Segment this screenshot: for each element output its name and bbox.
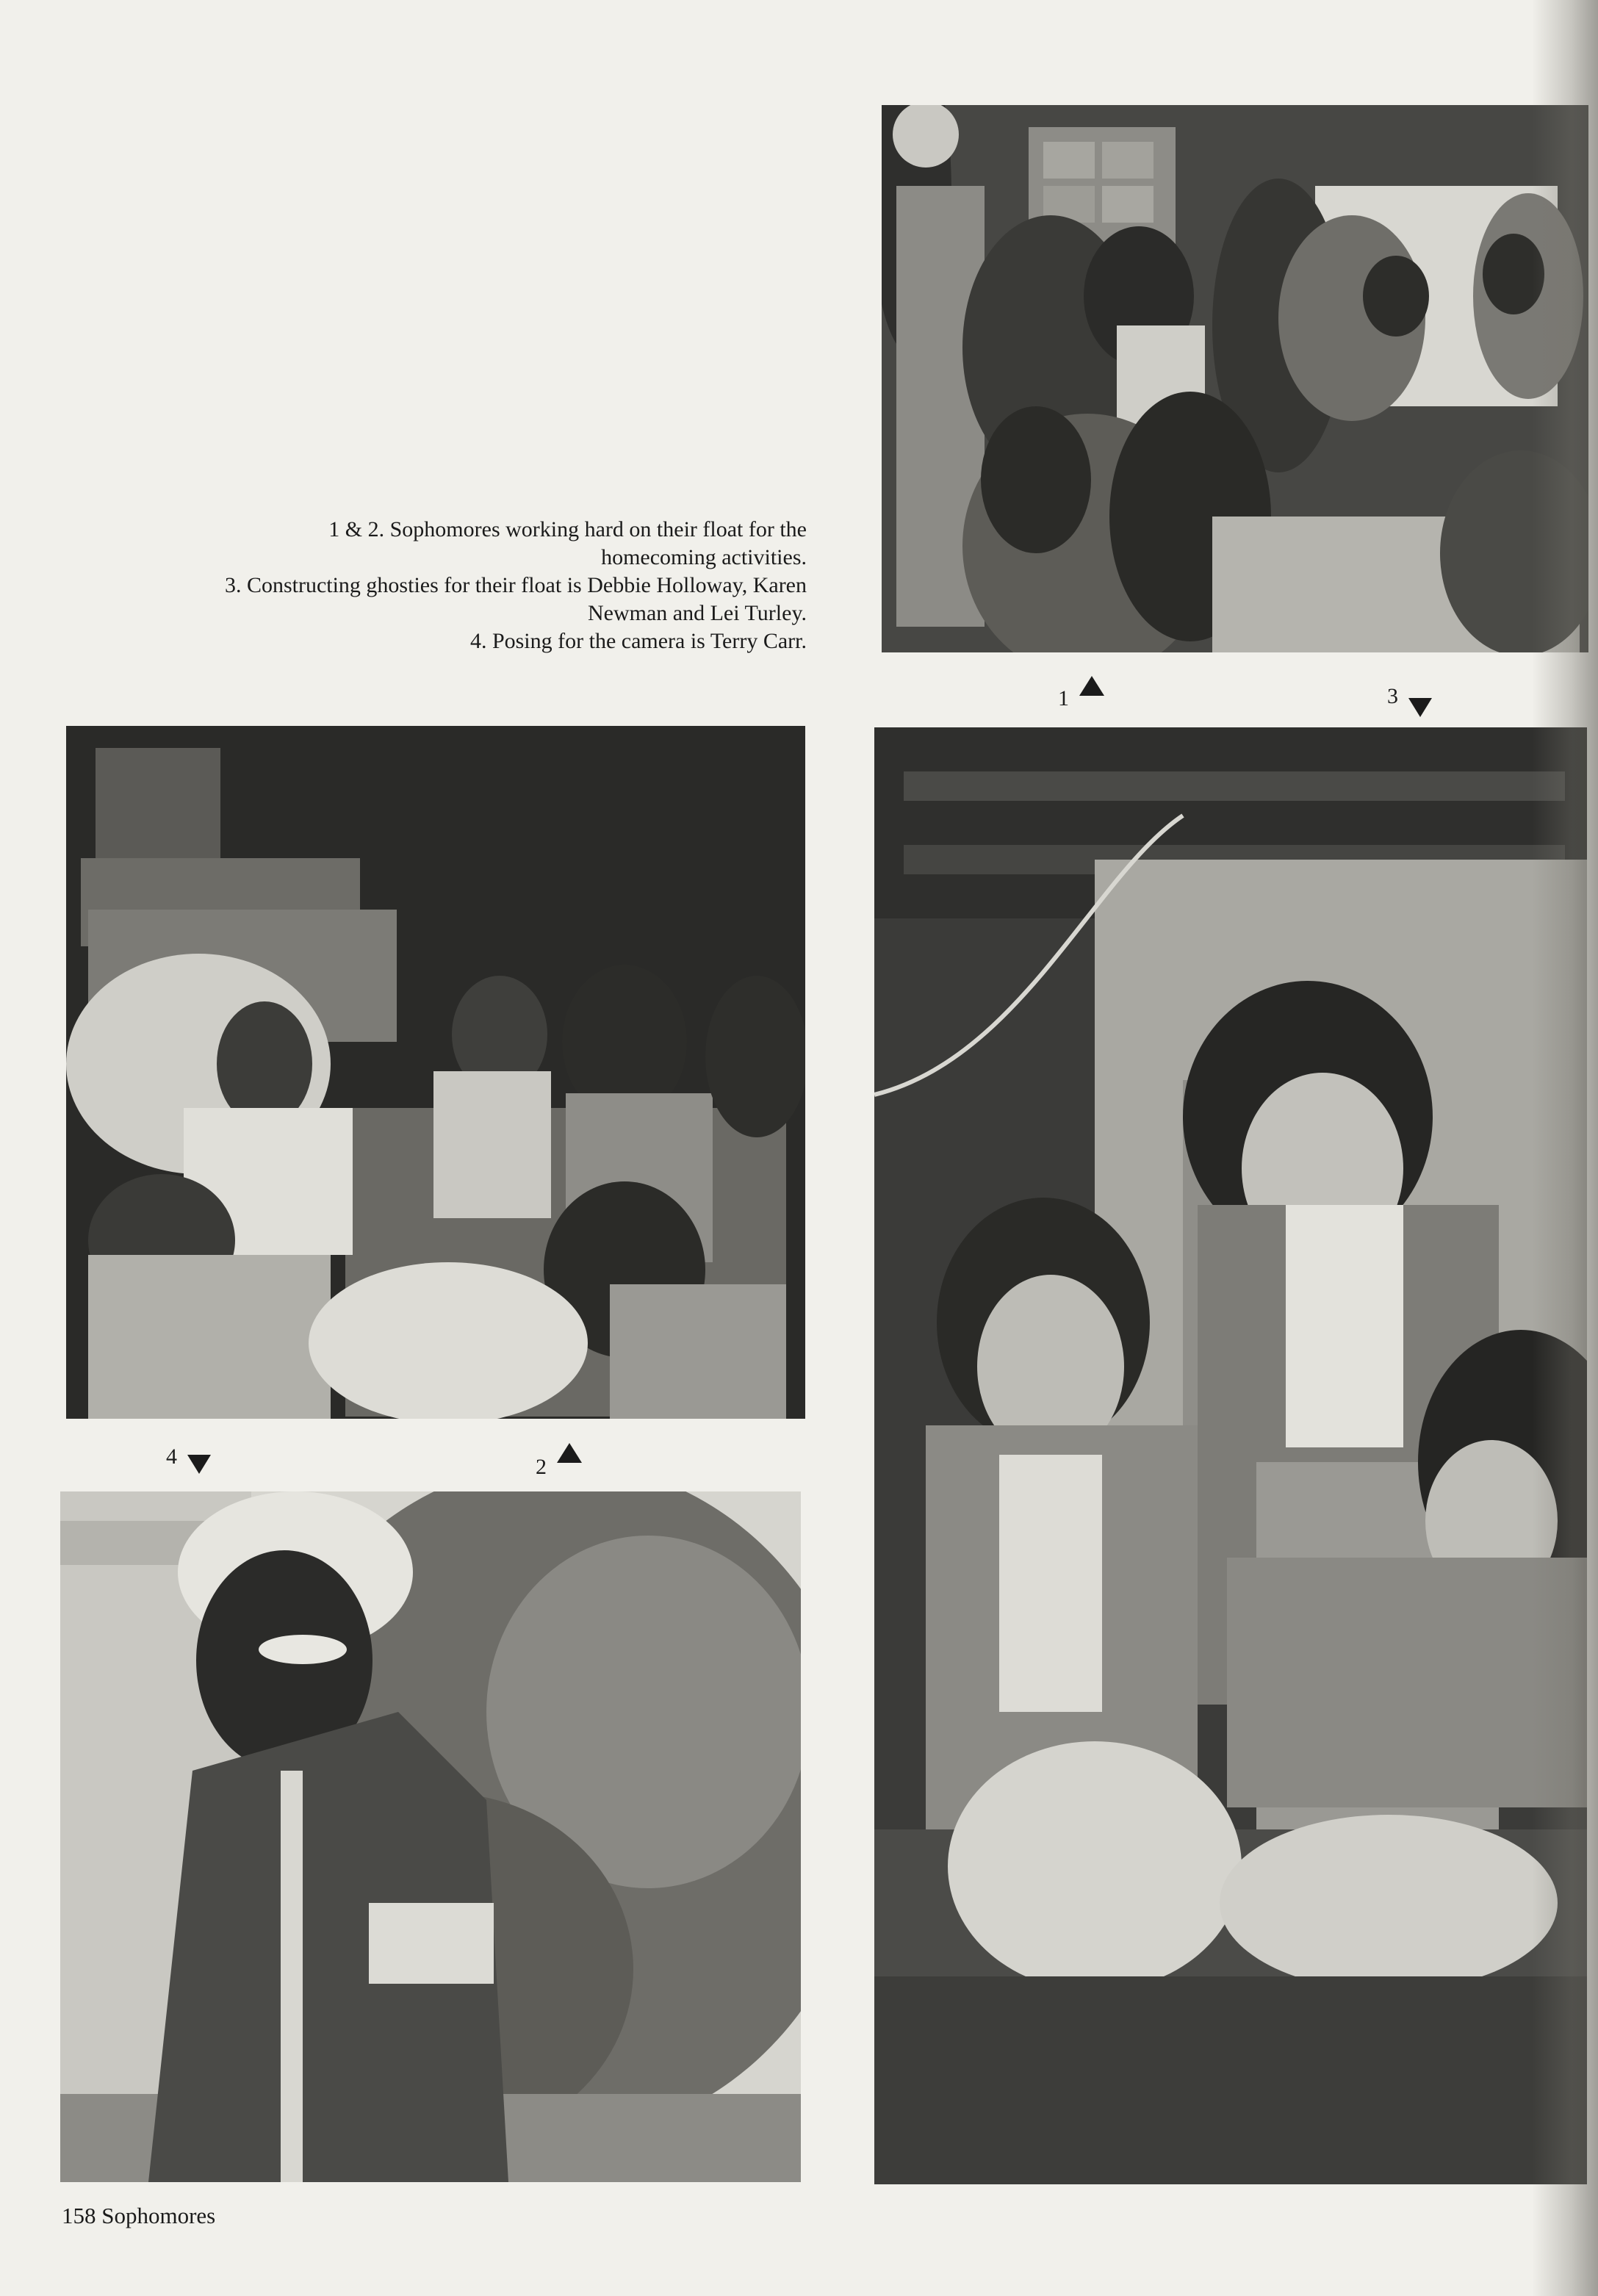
caption-line: 3. Constructing ghosties for their float is Debbie Holloway, Karen <box>224 573 807 597</box>
caption-line: homecoming activities. <box>601 545 807 569</box>
caption-line: Newman and Lei Turley. <box>587 601 807 625</box>
marker-number: 1 <box>1058 686 1069 710</box>
photo-float-work-table <box>66 726 805 1419</box>
triangle-up-icon <box>557 1443 582 1463</box>
photo-float-work-group <box>882 105 1588 652</box>
triangle-down-icon <box>1408 698 1432 717</box>
marker-number: 4 <box>166 1444 177 1469</box>
photo-marker-4 <box>166 1444 211 1474</box>
section-name: Sophomores <box>101 2203 216 2228</box>
photo-marker-2 <box>536 1427 582 1478</box>
triangle-down-icon <box>187 1455 211 1474</box>
photo-marker-1 <box>1058 661 1104 710</box>
marker-number: 2 <box>536 1455 547 1479</box>
marker-number: 3 <box>1387 684 1398 708</box>
page-folio <box>62 2203 215 2229</box>
photo-marker-3 <box>1387 682 1432 717</box>
page-number: 158 <box>62 2203 96 2228</box>
photo-constructing-ghosties <box>874 727 1587 2184</box>
photo-caption <box>59 516 807 655</box>
caption-line: 1 & 2. Sophomores working hard on their float for the <box>328 517 807 541</box>
triangle-up-icon <box>1079 676 1104 696</box>
caption-line: 4. Posing for the camera is Terry Carr. <box>469 629 807 653</box>
photo-terry-carr <box>60 1491 801 2182</box>
binding-shadow <box>1532 0 1598 2296</box>
